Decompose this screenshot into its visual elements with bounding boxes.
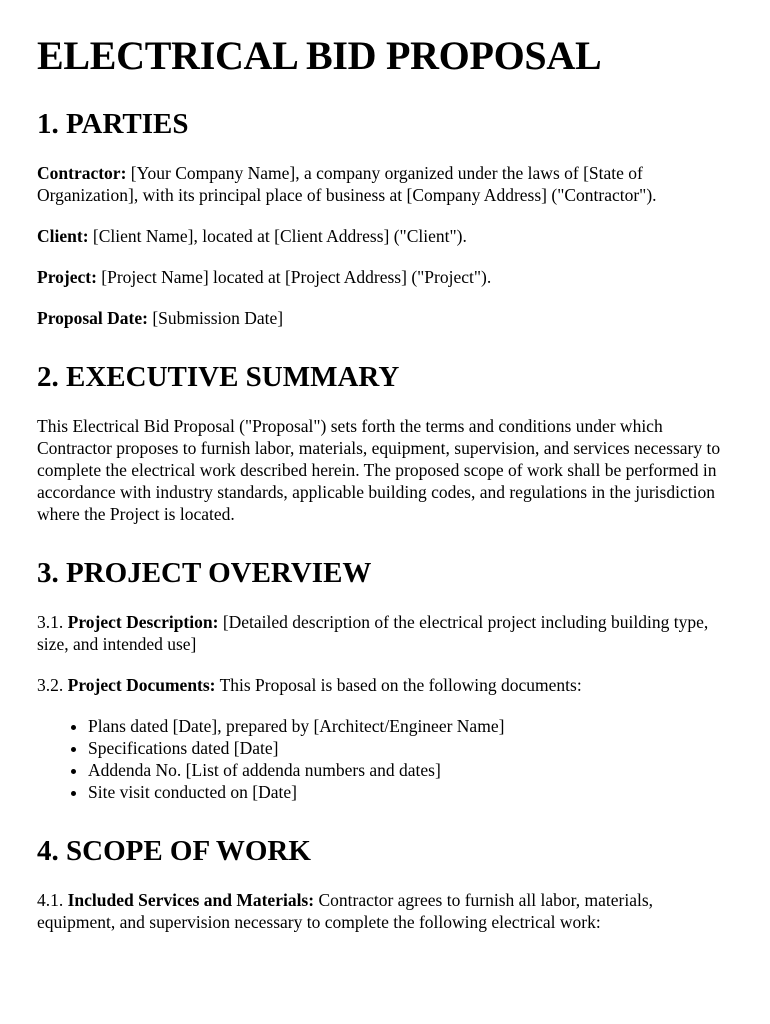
list-item: • Addenda No. [List of addenda numbers and dates] — [88, 759, 734, 781]
section-heading-parties: 1. PARTIES — [37, 108, 189, 140]
included-services-label: Included Services and Materials: — [67, 890, 315, 910]
document-title: ELECTRICAL BID PROPOSAL — [37, 33, 602, 78]
list-item: • Site visit conducted on [Date] — [88, 781, 734, 803]
section-heading-scope-of-work: 4. SCOPE OF WORK — [37, 835, 311, 867]
list-item: • Specifications dated [Date] — [88, 737, 734, 759]
project-documents-paragraph — [37, 674, 734, 696]
proposal-date-label: Proposal Date: — [37, 308, 148, 328]
client-text: [Client Name], located at [Client Address] ("Client"). — [88, 226, 467, 246]
client-label: Client: — [37, 226, 89, 246]
project-text: [Project Name] located at [Project Address] ("Project"). — [96, 267, 492, 287]
project-documents-number: 3.2. — [37, 675, 68, 695]
proposal-date-text: [Submission Date] — [147, 308, 284, 328]
contractor-label: Contractor: — [37, 163, 127, 183]
proposal-date-paragraph — [37, 307, 734, 329]
project-description-label: Project Description: — [67, 612, 219, 632]
project-description-number: 3.1. — [37, 612, 68, 632]
client-paragraph — [37, 225, 734, 247]
project-label: Project: — [37, 267, 97, 287]
included-services-paragraph — [37, 889, 734, 933]
included-services-number: 4.1. — [37, 890, 68, 910]
executive-summary-paragraph: This Electrical Bid Proposal ("Proposal") sets forth the terms and conditions under which Contractor proposes to furnish labor, materials, equipment, supervision, and services necessary to complete the electrical work described herein. The proposed scope of work shall be performed in accordance with industry standards, applicable building codes, and regulations in the jurisdiction where the Project is located. — [37, 416, 721, 524]
project-description-paragraph — [37, 611, 734, 655]
contractor-text: [Your Company Name], a company organized under the laws of [State of Organization], with its principal place of business at [Company Address] ("Contractor"). — [37, 163, 657, 205]
section-heading-project-overview: 3. PROJECT OVERVIEW — [37, 557, 372, 589]
project-description-text: [Detailed description of the electrical project including building type, size, and intended use] — [37, 612, 709, 654]
project-documents-text: This Proposal is based on the following documents: — [215, 675, 582, 695]
contractor-paragraph — [37, 162, 734, 206]
list-item: • Plans dated [Date], prepared by [Architect/Engineer Name] — [88, 715, 734, 737]
included-services-text: Contractor agrees to furnish all labor, materials, equipment, and supervision necessary to complete the following electrical work: — [37, 890, 654, 932]
project-documents-list — [37, 715, 734, 803]
project-documents-label: Project Documents: — [67, 675, 216, 695]
section-heading-executive-summary: 2. EXECUTIVE SUMMARY — [37, 361, 400, 393]
project-paragraph — [37, 266, 734, 288]
